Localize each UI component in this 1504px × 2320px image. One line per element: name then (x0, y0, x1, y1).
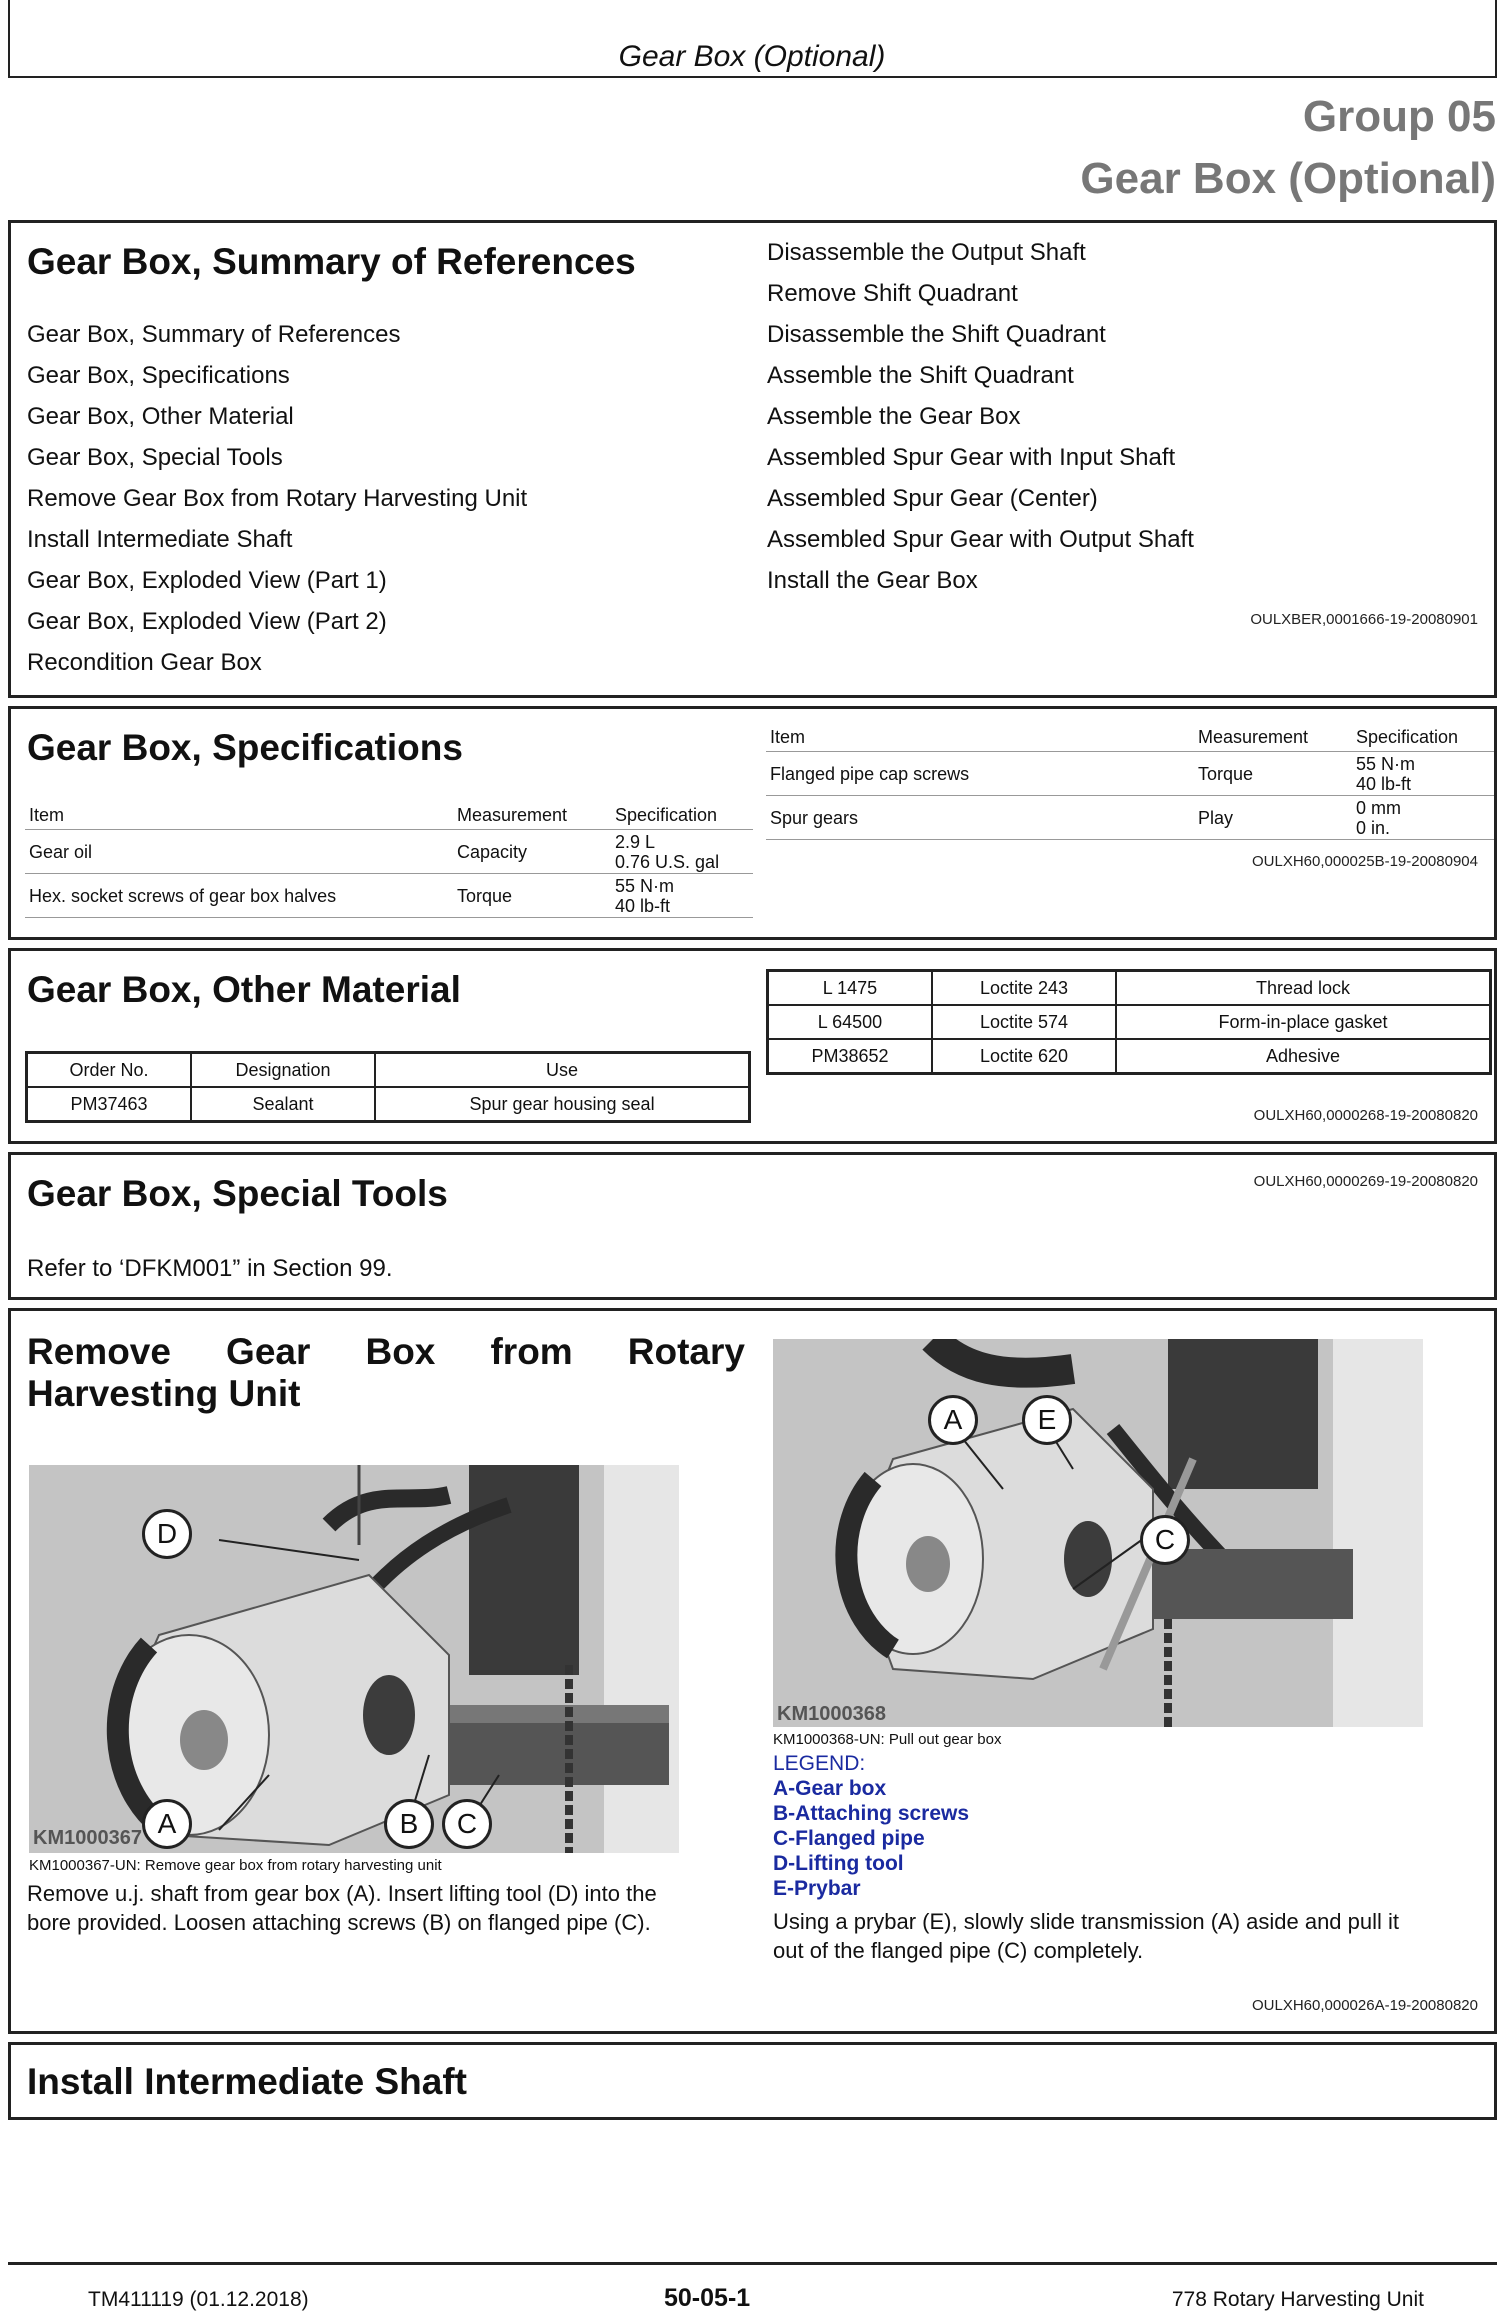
cell-item: Flanged pipe cap screws (766, 752, 1194, 796)
callout-c: C (442, 1799, 492, 1849)
legend-item-e: E-Prybar (773, 1877, 861, 1900)
group-title: Gear Box (Optional) (1080, 154, 1496, 203)
link-summary[interactable]: Gear Box, Summary of References (27, 321, 401, 348)
other-material-title: Gear Box, Other Material (27, 969, 461, 1010)
cell-designation: Loctite 574 (932, 1005, 1116, 1039)
cell-measurement: Capacity (453, 830, 611, 874)
link-spur-input[interactable]: Assembled Spur Gear with Input Shaft (767, 444, 1176, 471)
table-header-row (766, 723, 1494, 752)
cell-spec: 55 N·m 40 lb-ft (1352, 752, 1494, 796)
gear-box-pry-illustration (773, 1339, 1423, 1727)
link-disassemble-shift[interactable]: Disassemble the Shift Quadrant (767, 321, 1106, 348)
summary-ref: OULXBER,0001666-19-20080901 (1250, 611, 1478, 628)
footer-manual-id: TM411119 (01.12.2018) (88, 2288, 309, 2311)
link-assemble-gear-box[interactable]: Assemble the Gear Box (767, 403, 1021, 430)
remove-text1-line2: bore provided. Loosen attaching screws (B) on flanged pipe (C). (27, 1910, 651, 1935)
table-row (768, 1005, 1491, 1039)
remove-title-line2: Harvesting Unit (27, 1373, 301, 1414)
figure-km1000368 (773, 1339, 1423, 1727)
legend-item-c: C-Flanged pipe (773, 1827, 925, 1850)
link-special-tools[interactable]: Gear Box, Special Tools (27, 444, 283, 471)
col-measurement: Measurement (1194, 723, 1352, 752)
figure-km1000367 (29, 1465, 679, 1853)
col-use: Use (375, 1053, 750, 1088)
legend (773, 1751, 969, 1901)
cell-measurement: Torque (453, 874, 611, 918)
figure2-caption: KM1000368-UN: Pull out gear box (773, 1731, 1002, 1748)
figure1-caption: KM1000367-UN: Remove gear box from rotary harvesting unit (29, 1857, 442, 1874)
group-number: Group 05 (1302, 92, 1496, 141)
table-header-row (27, 1053, 750, 1088)
cell-designation: Loctite 243 (932, 971, 1116, 1006)
legend-item-a: A-Gear box (773, 1777, 887, 1800)
cell-use: Form-in-place gasket (1116, 1005, 1491, 1039)
callout-e: E (1022, 1395, 1072, 1445)
callout-d: D (142, 1509, 192, 1559)
link-install-gear-box[interactable]: Install the Gear Box (767, 567, 978, 594)
link-recondition[interactable]: Recondition Gear Box (27, 649, 262, 676)
link-disassemble-output[interactable]: Disassemble the Output Shaft (767, 239, 1086, 266)
special-tools-section (8, 1152, 1497, 1300)
table-row (25, 874, 753, 918)
spec-table-left (25, 801, 753, 918)
cell-spec: 55 N·m 40 lb-ft (611, 874, 753, 918)
callout-c: C (1140, 1515, 1190, 1565)
other-material-section (8, 948, 1497, 1144)
table-row (768, 1039, 1491, 1074)
running-header: Gear Box (Optional) (618, 40, 886, 73)
table-row (766, 796, 1494, 840)
col-specification: Specification (1352, 723, 1494, 752)
cell-item: Spur gears (766, 796, 1194, 840)
install-section (8, 2042, 1497, 2120)
specifications-ref: OULXH60,000025B-19-20080904 (1251, 853, 1478, 870)
figure-id: KM1000368 (777, 1703, 886, 1725)
footer-page-number: 50-05-1 (664, 2284, 751, 2312)
gear-box-illustration (29, 1465, 679, 1853)
legend-item-b: B-Attaching screws (773, 1802, 970, 1825)
col-item: Item (25, 801, 453, 830)
cell-spec: 2.9 L 0.76 U.S. gal (611, 830, 753, 874)
remove-text1-line1: Remove u.j. shaft from gear box (A). Insert lifting tool (D) into the (27, 1881, 657, 1906)
table-row (766, 752, 1494, 796)
cell-order-no: L 64500 (768, 1005, 933, 1039)
table-row (27, 1087, 750, 1122)
footer-product: 778 Rotary Harvesting Unit (1171, 2288, 1424, 2311)
summary-section (8, 220, 1497, 698)
callout-b: B (384, 1799, 434, 1849)
other-material-table-left (25, 1051, 751, 1123)
cell-spec: 0 mm 0 in. (1352, 796, 1494, 840)
legend-title: LEGEND: (773, 1752, 866, 1775)
link-other-material[interactable]: Gear Box, Other Material (27, 403, 294, 430)
link-install-intermediate[interactable]: Install Intermediate Shaft (27, 526, 293, 553)
special-tools-text: Refer to ‘DFKM001” in Section 99. (27, 1255, 393, 1282)
specifications-title: Gear Box, Specifications (27, 727, 463, 768)
link-spur-output[interactable]: Assembled Spur Gear with Output Shaft (767, 526, 1194, 553)
link-specifications[interactable]: Gear Box, Specifications (27, 362, 290, 389)
spec-table-right (766, 723, 1494, 840)
col-item: Item (766, 723, 1194, 752)
special-tools-ref: OULXH60,0000269-19-20080820 (1253, 1173, 1478, 1190)
other-material-table-right (766, 969, 1492, 1075)
link-exploded-1[interactable]: Gear Box, Exploded View (Part 1) (27, 567, 387, 594)
remove-text2-line1: Using a prybar (E), slowly slide transmission (A) aside and pull it (773, 1909, 1400, 1934)
link-spur-center[interactable]: Assembled Spur Gear (Center) (767, 485, 1098, 512)
other-material-ref: OULXH60,0000268-19-20080820 (1253, 1107, 1478, 1124)
cell-item: Hex. socket screws of gear box halves (25, 874, 453, 918)
install-title: Install Intermediate Shaft (27, 2061, 467, 2102)
table-row (25, 830, 753, 874)
col-order-no: Order No. (27, 1053, 192, 1088)
cell-designation: Sealant (191, 1087, 375, 1122)
remove-title-line1: Remove Gear Box from Rotary (27, 1331, 745, 1372)
link-assemble-shift[interactable]: Assemble the Shift Quadrant (767, 362, 1074, 389)
legend-item-d: D-Lifting tool (773, 1852, 904, 1875)
remove-section (8, 1308, 1497, 2034)
cell-use: Adhesive (1116, 1039, 1491, 1074)
specifications-section (8, 706, 1497, 940)
cell-designation: Loctite 620 (932, 1039, 1116, 1074)
col-specification: Specification (611, 801, 753, 830)
callout-a: A (142, 1799, 192, 1849)
link-exploded-2[interactable]: Gear Box, Exploded View (Part 2) (27, 608, 387, 635)
summary-title: Gear Box, Summary of References (27, 241, 636, 282)
link-remove-gear-box[interactable]: Remove Gear Box from Rotary Harvesting Unit (27, 485, 528, 512)
footer-rule (8, 2262, 1497, 2265)
remove-text2-line2: out of the flanged pipe (C) completely. (773, 1938, 1144, 1963)
cell-use: Thread lock (1116, 971, 1491, 1006)
cell-order-no: PM37463 (27, 1087, 192, 1122)
figure-id: KM1000367 (33, 1827, 142, 1849)
cell-item: Gear oil (25, 830, 453, 874)
link-remove-shift-quadrant[interactable]: Remove Shift Quadrant (767, 280, 1018, 307)
special-tools-title: Gear Box, Special Tools (27, 1173, 448, 1214)
col-measurement: Measurement (453, 801, 611, 830)
table-header-row (25, 801, 753, 830)
remove-ref: OULXH60,000026A-19-20080820 (1251, 1997, 1478, 2014)
cell-use: Spur gear housing seal (375, 1087, 750, 1122)
cell-order-no: PM38652 (768, 1039, 933, 1074)
callout-a: A (928, 1395, 978, 1445)
cell-order-no: L 1475 (768, 971, 933, 1006)
cell-measurement: Play (1194, 796, 1352, 840)
table-row (768, 971, 1491, 1006)
cell-measurement: Torque (1194, 752, 1352, 796)
col-designation: Designation (191, 1053, 375, 1088)
